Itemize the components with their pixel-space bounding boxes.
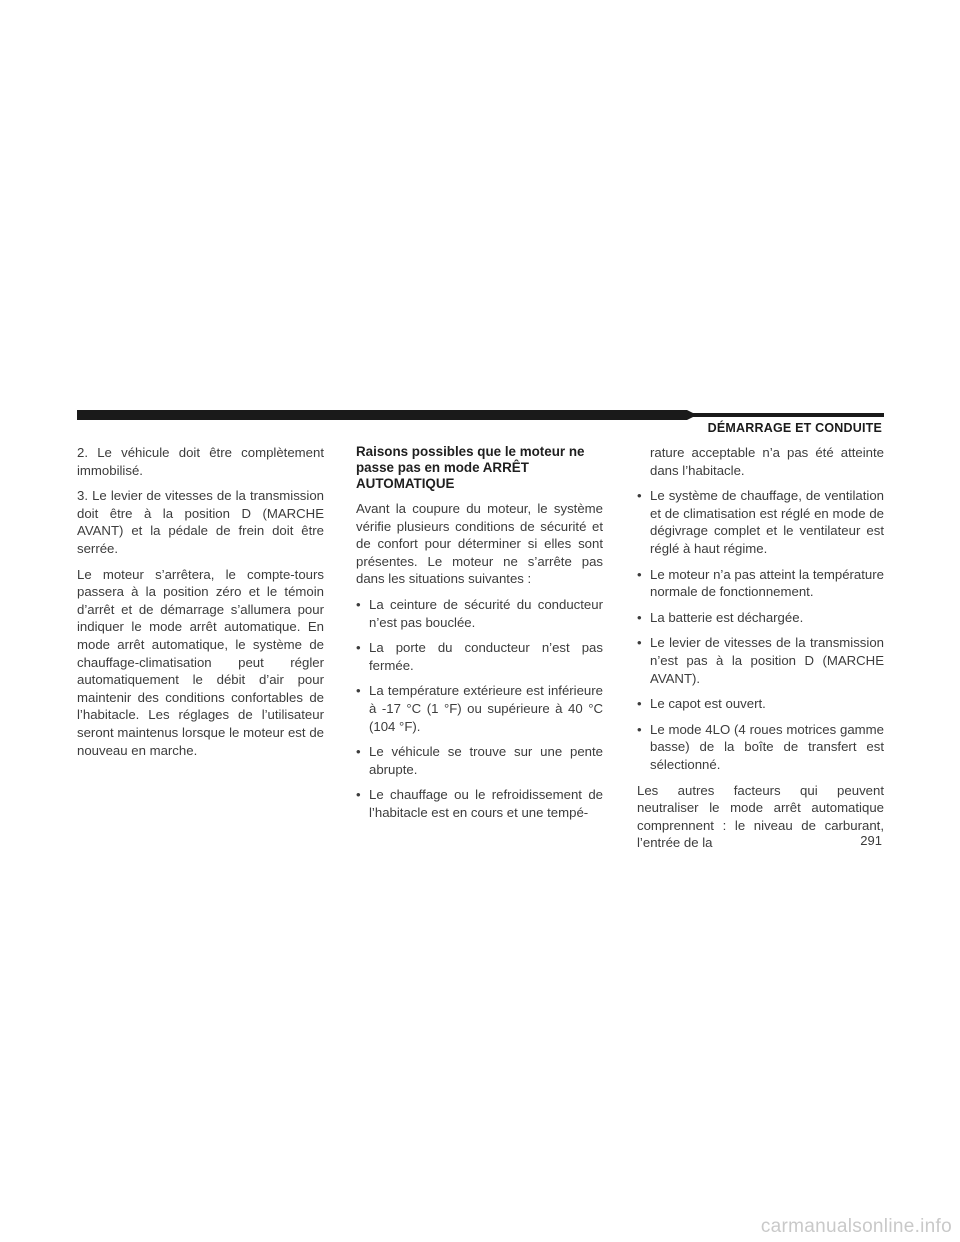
bullet-glyph: • [637,609,642,625]
conditions-list [356,596,603,822]
list-item [637,634,884,687]
list-item-text: Le levier de vitesses de la transmission n’est pas à la position D (MARCHE AVANT). [650,635,884,686]
conditions-intro: Avant la coupure du moteur, le système vérifie plusieurs conditions de sécurité et de confort pour déterminer si elles sont présentes. Le moteur ne s’arrête pas dans les situations suivantes : [356,501,603,587]
list-item-text: Le véhicule se trouve sur une pente abrupte. [369,744,603,777]
list-item [637,695,884,713]
bullet-glyph: • [637,635,642,651]
list-item-text: La porte du conducteur n’est pas fermée. [369,640,603,673]
other-factors-text: Les autres facteurs qui peuvent neutraliser le mode arrêt automatique comprennent : le niveau de carburant, l’entrée de la [637,782,884,851]
list-item [356,596,603,631]
list-item-text: La température extérieure est inférieure à -17 °C (1 °F) ou supérieure à 40 °C (104 °F). [369,683,603,734]
bullet-glyph: • [356,640,361,656]
watermark: carmanualsonline.info [760,1216,952,1237]
bullet-glyph: • [356,683,361,699]
bullet-glyph: • [637,696,642,712]
header-rule [77,408,884,422]
page-number: 291 [860,833,882,848]
list-item [356,786,603,821]
bullet-glyph: • [356,744,361,760]
list-item-text: Le capot est ouvert. [650,696,766,712]
list-item-text: La batterie est déchargée. [650,609,804,625]
list-item-text: Le moteur n’a pas atteint la température normale de fonctionnement. [650,566,884,600]
list-item [637,566,884,601]
section-title: DÉMARRAGE ET CONDUITE [707,421,882,435]
list-item-text: La ceinture de sécurité du conducteur n’est pas bouclée. [369,596,603,630]
list-item [356,743,603,778]
bullet-glyph: • [637,488,642,504]
bullet-glyph: • [356,596,361,612]
bullet-glyph: • [356,787,361,803]
list-item-text: Le chauffage ou le refroidissement de l’habitacle est en cours et une tempé- [369,787,603,820]
column-1 [77,444,324,767]
bullet-glyph: • [637,721,642,737]
list-item-continuation: rature acceptable n’a pas été atteinte dans l’habitacle. [650,445,884,478]
bullet-glyph: • [637,566,642,582]
list-item-text: Le système de chauffage, de ventilation et de climatisation est réglé en mode de dégivrage complet et le ventilateur est réglé à haut régime. [650,488,884,556]
conditions-list-continued [637,444,884,774]
column-3 [637,444,884,860]
list-item [637,721,884,774]
step-3-text: 3. Le levier de vitesses de la transmission doit être à la position D (MARCHE AVANT) et la pédale de frein doit être serrée. [77,488,324,556]
list-item [637,487,884,557]
list-item-text: Le mode 4LO (4 roues motrices gamme basse) de la boîte de transfert est sélectionné. [650,721,884,772]
list-item [637,609,884,627]
column-2 [356,444,603,830]
list-item [356,639,603,674]
subsection-heading: Raisons possibles que le moteur ne passe pas en mode ARRÊT AUTOMATIQUE [356,444,585,491]
auto-stop-description: Le moteur s’arrêtera, le compte-tours passera à la position zéro et le témoin d’arrêt et de démarrage s’allumera pour indiquer le mode arrêt automatique. En mode arrêt automatique, le système de chauffage-climatisation peut régler automatiquement le débit d’air pour maintenir des conditions confortables de l’habitacle. Les réglages de l’utilisateur seront maintenus lorsque le moteur est de nouveau en marche. [77,566,324,758]
step-2-text: 2. Le véhicule doit être complètement immobilisé. [77,445,324,478]
list-item [356,682,603,735]
